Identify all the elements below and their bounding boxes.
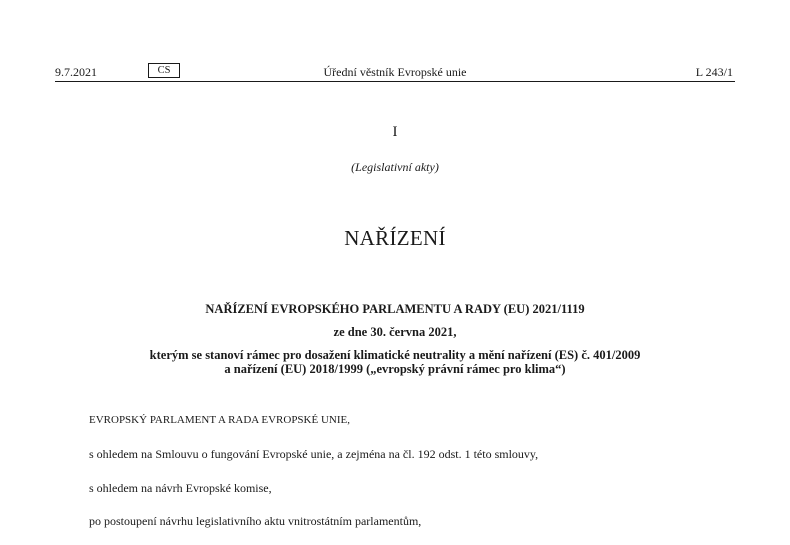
regulation-date: ze dne 30. června 2021, — [333, 325, 457, 339]
section-subtitle: (Legislativní akty) — [351, 160, 439, 174]
page-reference: L 243/1 — [695, 65, 733, 79]
preamble-paragraph: s ohledem na Smlouvu o fungování Evropské unie, a zejména na čl. 192 odst. 1 této smlouvy, — [89, 447, 539, 461]
publication-date: 9.7.2021 — [55, 65, 97, 79]
preamble-paragraph: s ohledem na návrh Evropské komise, — [89, 481, 272, 495]
language-badge: CS — [148, 63, 180, 78]
regulation-subject-line-2: a nařízení (EU) 2018/1999 („evropský právní rámec pro klima“) — [224, 362, 566, 376]
regulation-title: NAŘÍZENÍ EVROPSKÉHO PARLAMENTU A RADY (EU) 2021/1119 — [205, 302, 585, 316]
journal-title: Úřední věstník Evropské unie — [323, 65, 467, 79]
journal-header — [55, 63, 735, 82]
preamble-paragraph: EVROPSKÝ PARLAMENT A RADA EVROPSKÉ UNIE, — [89, 414, 350, 426]
regulation-subject-line-1: kterým se stanoví rámec pro dosažení klimatické neutrality a mění nařízení (ES) č. 401/2009 — [149, 348, 641, 362]
document-type-heading: NAŘÍZENÍ — [344, 226, 446, 250]
preamble-paragraph: po postoupení návrhu legislativního aktu vnitrostátním parlamentům, — [89, 514, 422, 528]
section-number: I — [392, 124, 398, 140]
regulation-subject — [55, 348, 735, 376]
